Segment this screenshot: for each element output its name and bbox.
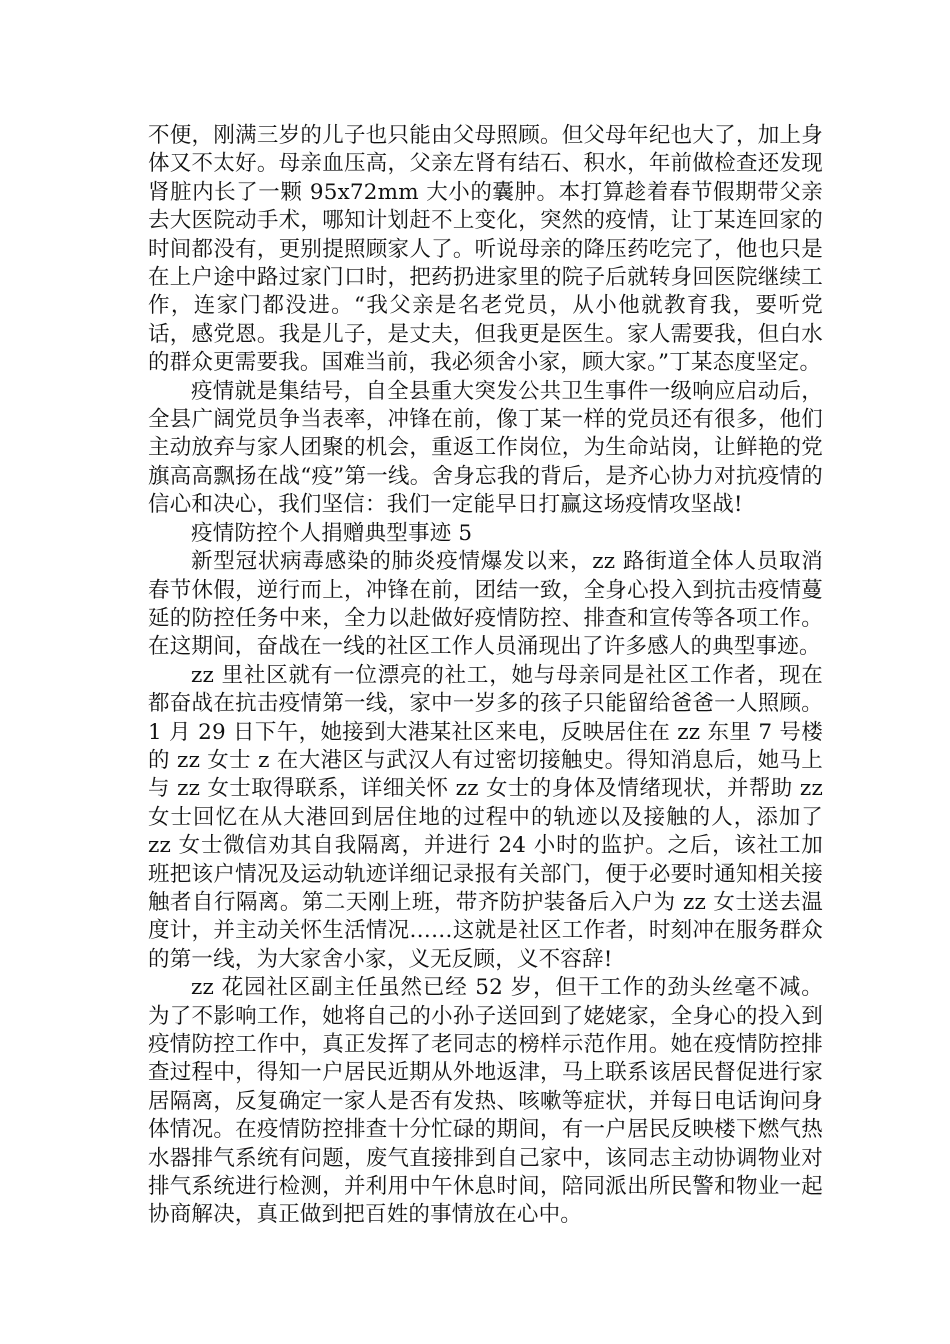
- paragraph-3: 新型冠状病毒感染的肺炎疫情爆发以来，zz 路街道全体人员取消春节休假，逆行而上，冲锋在前，团结一致，全身心投入到抗击疫情蔓延的防控任务中来，全力以赴做好疫情防控、排查和宣传等各项工作。在这期间，奋战在一线的社区工作人员涌现出了许多感人的典型事迹。: [148, 549, 823, 660]
- paragraph-4: zz 里社区就有一位漂亮的社工，她与母亲同是社区工作者，现在都奋战在抗击疫情第一线，家中一岁多的孩子只能留给爸爸一人照顾。1 月 29 日下午，她接到大港某社区来电，反映居住在 zz 东里 7 号楼的 zz 女士 z 在大港区与武汉人有过密切接触史。得知消息后，她马上与 zz 女士取得联系，详细关怀 zz 女士的身体及情绪现状，并帮助 zz 女士回忆在从大港回到居住地的过程中的轨迹以及接触的人，添加了 zz 女士微信劝其自我隔离，并进行 24 小时的监护。之后，该社工加班把该户情况及运动轨迹详细记录报有关部门，便于必要时通知相关接触者自行隔离。第二天刚上班，带齐防护装备后入户为 zz 女士送去温度计，并主动关怀生活情况……这就是社区工作者，时刻冲在服务群众的第一线，为大家舍小家，义无反顾，义不容辞!: [148, 662, 823, 972]
- paragraph-1: 不便，刚满三岁的儿子也只能由父母照顾。但父母年纪也大了，加上身体又不太好。母亲血压高，父亲左肾有结石、积水，年前做检查还发现肾脏内长了一颗 95x72mm 大小的囊肿。本打算趁着春节假期带父亲去大医院动手术，哪知计划赶不上变化，突然的疫情，让丁某连回家的时间都没有，更别提照顾家人了。听说母亲的降压药吃完了，他也只是在上户途中路过家门口时，把药扔进家里的院子后就转身回医院继续工作，连家门都没进。“我父亲是名老党员，从小他就教育我，要听党话，感党恩。我是儿子，是丈夫，但我更是医生。家人需要我，但白水的群众更需要我。国难当前，我必须舍小家，顾大家。”丁某态度坚定。: [148, 123, 823, 376]
- paragraph-2: 疫情就是集结号，自全县重大突发公共卫生事件一级响应启动后，全县广阔党员争当表率，冲锋在前，像丁某一样的党员还有很多，他们主动放弃与家人团聚的机会，重返工作岗位，为生命站岗，让鲜艳的党旗高高飘扬在战“疫”第一线。舍身忘我的背后，是齐心协力对抗疫情的信心和决心，我们坚信：我们一定能早日打赢这场疫情攻坚战!: [148, 378, 823, 518]
- document-page: [148, 122, 823, 1230]
- paragraph-5: zz 花园社区副主任虽然已经 52 岁，但干工作的劲头丝毫不减。为了不影响工作，她将自己的小孙子送回到了姥姥家，全身心的投入到疫情防控工作中，真正发挥了老同志的榜样示范作用。她在疫情防控排查过程中，得知一户居民近期从外地返津，马上联系该居民督促进行家居隔离，反复确定一家人是否有发热、咳嗽等症状，并每日电话询问身体情况。在疫情防控排查十分忙碌的期间，有一户居民反映楼下燃气热水器排气系统有问题，废气直接排到自己家中，该同志主动协调物业对排气系统进行检测，并利用中午休息时间，陪同派出所民警和物业一起协商解决，真正做到把百姓的事情放在心中。: [148, 975, 823, 1228]
- section-heading: 疫情防控个人捐赠典型事迹 5: [191, 520, 473, 546]
